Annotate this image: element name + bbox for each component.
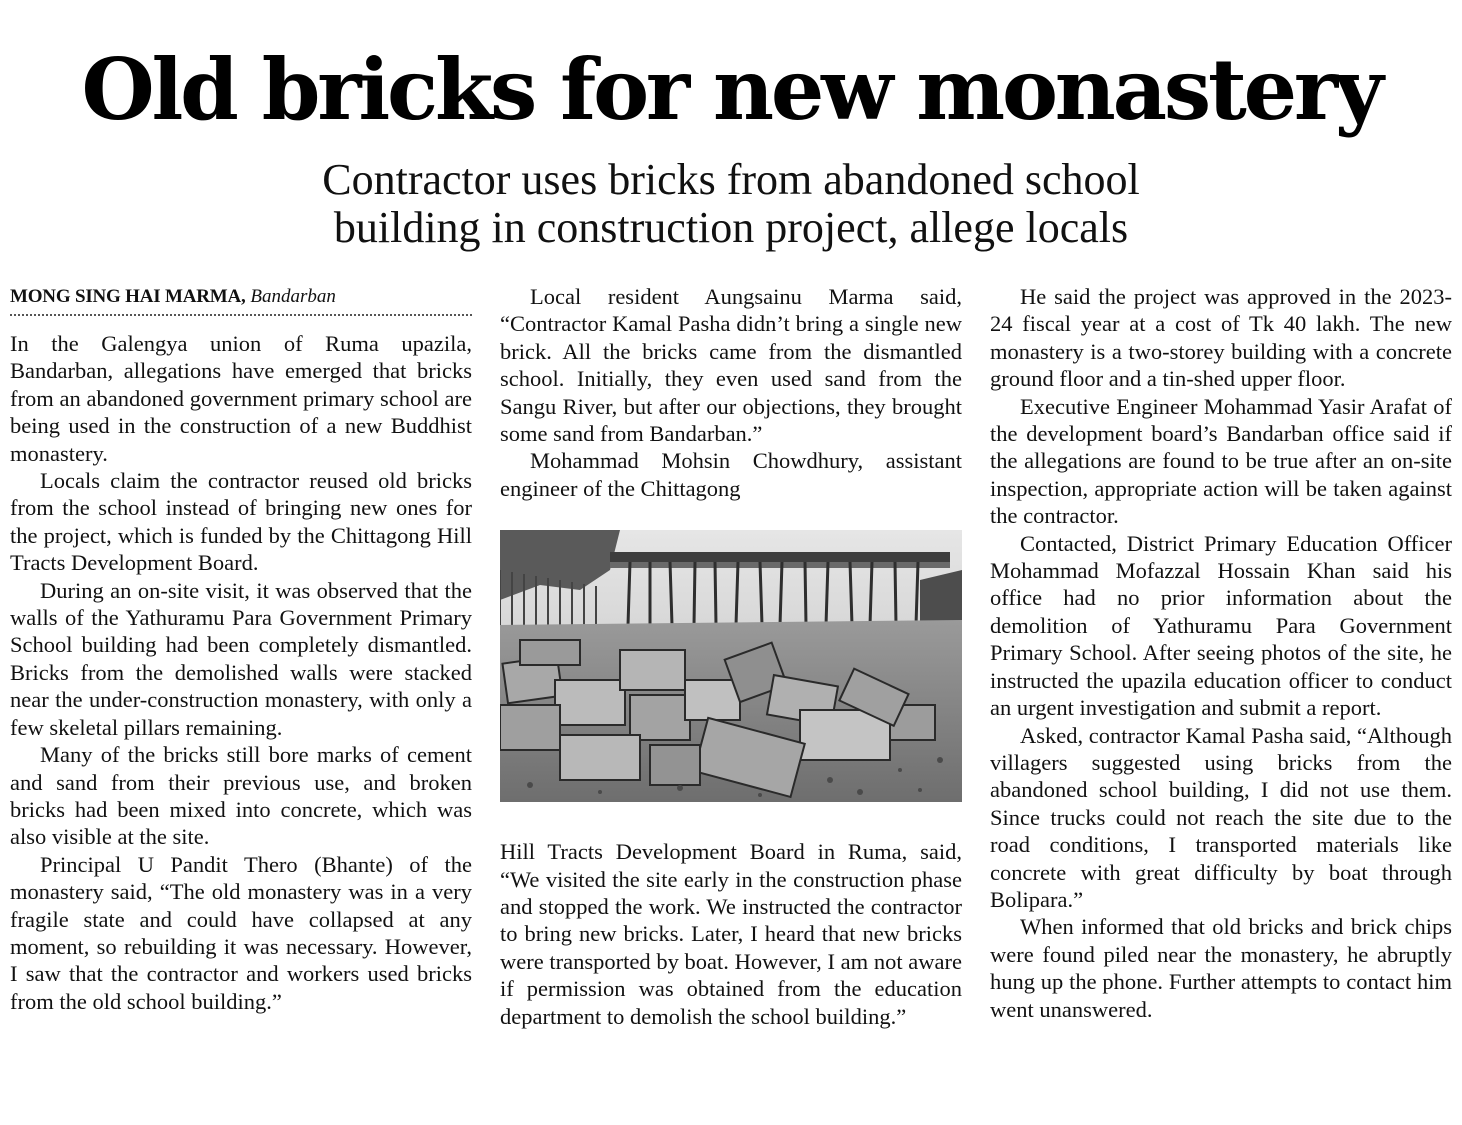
byline-author: MONG SING HAI MARMA, xyxy=(10,286,246,307)
subheadline-line: building in construction project, allege locals xyxy=(333,203,1129,252)
paragraph: When informed that old bricks and brick chips were found piled near the monastery, he abruptly hung up the phone. Further attempts to contact him went unanswered. xyxy=(990,914,1452,1022)
paragraph: Mohammad Mohsin Chowdhury, assistant engineer of the Chittagong xyxy=(500,448,962,501)
construction-site-photo xyxy=(500,530,962,802)
paragraph: Hill Tracts Development Board in Ruma, said, “We visited the site early in the construction phase and stopped the work. We instructed the contractor to bring new bricks. Later, I heard that new bricks were transported by boat. However, I am not aware if permission was obtained from the education department to demolish the school building.” xyxy=(500,839,962,1029)
paragraph: Asked, contractor Kamal Pasha said, “Although villagers suggested using bricks from the abandoned school building, I did not use them. Since trucks could not reach the site due to the road conditions, I transported materials like concrete with great difficulty by boat through Bolipara.” xyxy=(990,722,1452,912)
paragraph: Contacted, District Primary Education Officer Mohammad Mofazzal Hossain Khan said his office had no prior information about the demolition of Yathuramu Para Government Primary School. After seeing photos of the site, he instructed the upazila education officer to conduct an urgent investigation and submit a report. xyxy=(990,530,1452,721)
article-column-1 xyxy=(10,283,472,1015)
paragraph: He said the project was approved in the 2023-24 fiscal year at a cost of Tk 40 lakh. The new monastery is a two-storey building with a concrete ground floor and a tin-shed upper floor. xyxy=(990,284,1452,392)
paragraph: Locals claim the contractor reused old bricks from the school instead of bringing new ones for the project, which is funded by the Chittagong Hill Tracts Development Board. xyxy=(10,468,472,576)
paragraph: In the Galengya union of Ruma upazila, Bandarban, allegations have emerged that bricks from an abandoned government primary school are being used in the construction of a new Buddhist monastery. xyxy=(10,331,472,466)
byline-location: Bandarban xyxy=(250,286,336,307)
paragraph: Local resident Aungsainu Marma said, “Contractor Kamal Pasha didn’t bring a single new brick. All the bricks came from the dismantled school. Initially, they even used sand from the Sangu River, but after our objections, they brought some sand from Bandarban.” xyxy=(500,284,962,447)
article-column-2 xyxy=(500,283,962,1030)
brick-pile-image xyxy=(500,530,962,802)
byline xyxy=(10,283,472,316)
paragraph: Many of the bricks still bore marks of cement and sand from their previous use, and broken bricks had been mixed into concrete, which was also visible at the site. xyxy=(10,742,472,850)
subheadline-line: Contractor uses bricks from abandoned school xyxy=(322,155,1140,204)
paragraph: During an on-site visit, it was observed that the walls of the Yathuramu Para Government Primary School building had been completely dismantled. Bricks from the demolished walls were stacked near the under-construction monastery, with only a few skeletal pillars remaining. xyxy=(10,577,472,740)
headline: Old bricks for new monastery xyxy=(81,40,1381,139)
paragraph: Executive Engineer Mohammad Yasir Arafat of the development board’s Bandarban office said if the allegations are found to be true after an on-site inspection, appropriate action will be taken against the contractor. xyxy=(990,393,1452,529)
article-column-3 xyxy=(990,283,1452,1023)
subheadline xyxy=(0,156,1462,252)
paragraph: Principal U Pandit Thero (Bhante) of the monastery said, “The old monastery was in a very fragile state and could have collapsed at any moment, so rebuilding it was necessary. However, I saw that the contractor and workers used bricks from the old school building.” xyxy=(10,851,472,1014)
